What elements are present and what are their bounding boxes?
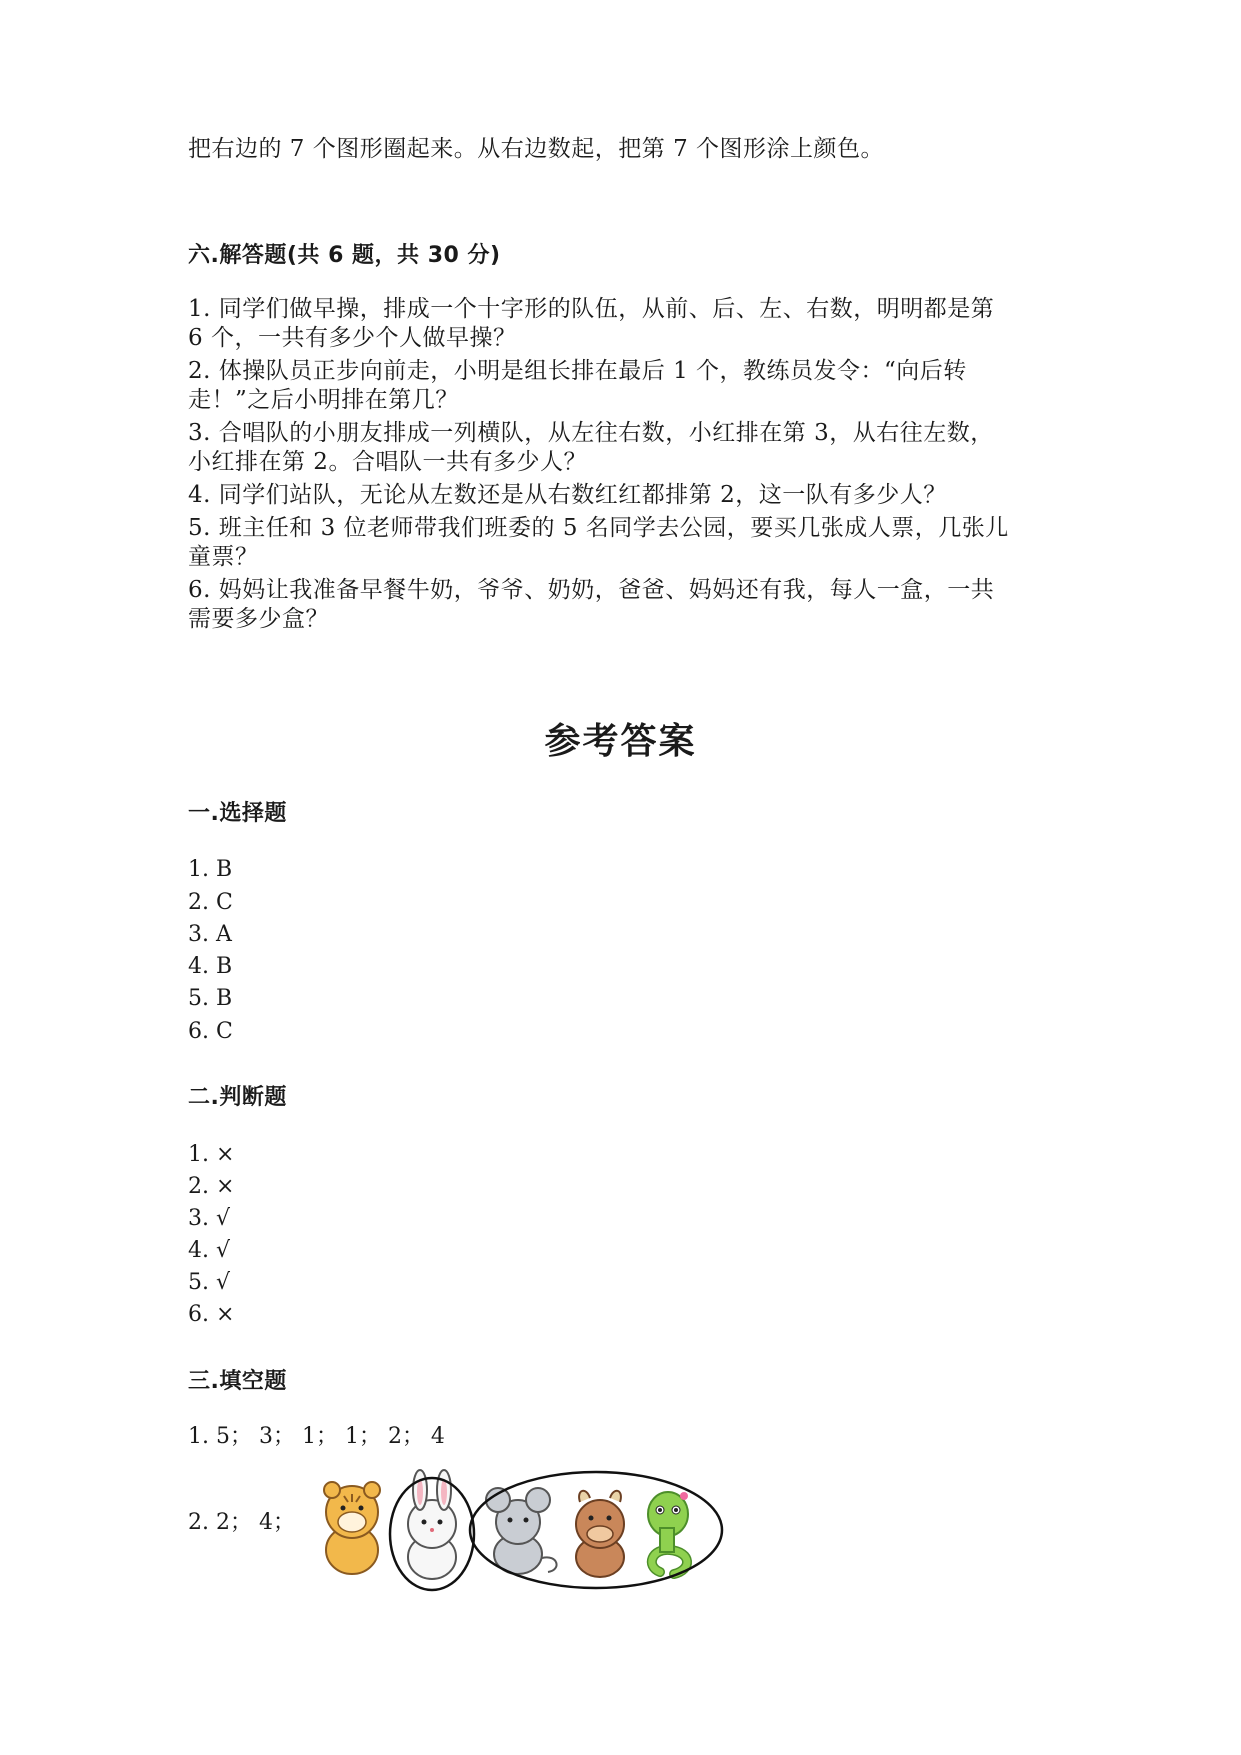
- part3-answer-2: 2. 2； 4；: [188, 1510, 295, 1535]
- rabbit-icon: [408, 1470, 456, 1579]
- question-6-line-2: 需要多少盒？: [188, 606, 329, 632]
- part1-answer: 6. C: [188, 1019, 233, 1044]
- part2-answer: 1. ×: [188, 1142, 235, 1167]
- zodiac-animals-illustration: [300, 1462, 780, 1592]
- part1-heading: 一.选择题: [188, 801, 287, 826]
- question-1-line-2: 6 个，一共有多少个人做早操？: [188, 325, 517, 351]
- part2-heading: 二.判断题: [188, 1085, 287, 1110]
- question-5-line-2: 童票？: [188, 544, 259, 570]
- question-3-line-1: 3. 合唱队的小朋友排成一列横队，从左往右数，小红排在第 3，从右往左数，: [188, 420, 994, 446]
- section6-heading: 六.解答题(共 6 题，共 30 分): [188, 243, 501, 268]
- question-2-line-2: 走！”之后小明排在第几？: [188, 387, 459, 413]
- answer-title: 参考答案: [544, 721, 697, 762]
- part1-answer: 4. B: [188, 954, 233, 979]
- question-3-line-2: 小红排在第 2。合唱队一共有多少人？: [188, 449, 587, 475]
- part2-answer: 2. ×: [188, 1174, 235, 1199]
- intro-line: 把右边的 7 个图形圈起来。从右边数起，把第 7 个图形涂上颜色。: [188, 136, 885, 162]
- part1-answer: 3. A: [188, 922, 232, 947]
- question-4-line-1: 4. 同学们站队，无论从左数还是从右数红红都排第 2，这一队有多少人？: [188, 482, 947, 508]
- tiger-icon: [324, 1482, 380, 1574]
- part3-heading: 三.填空题: [188, 1369, 287, 1394]
- part2-answer: 4. √: [188, 1238, 231, 1263]
- snake-icon: [648, 1492, 688, 1574]
- question-6-line-1: 6. 妈妈让我准备早餐牛奶，爷爷、奶奶，爸爸、妈妈还有我，每人一盒，一共: [188, 577, 995, 603]
- part2-answer: 5. √: [188, 1270, 231, 1295]
- part2-answer: 3. √: [188, 1206, 231, 1231]
- part1-answer: 5. B: [188, 986, 233, 1011]
- question-5-line-1: 5. 班主任和 3 位老师带我们班委的 5 名同学去公园，要买几张成人票，几张儿: [188, 515, 1009, 541]
- question-1-line-1: 1. 同学们做早操，排成一个十字形的队伍，从前、后、左、右数，明明都是第: [188, 296, 995, 322]
- part3-answer-1: 1. 5； 3； 1； 1； 2； 4: [188, 1424, 445, 1449]
- part1-answer: 2. C: [188, 890, 233, 915]
- question-2-line-1: 2. 体操队员正步向前走，小明是组长排在最后 1 个，教练员发令：“向后转: [188, 358, 967, 384]
- part1-answer: 1. B: [188, 857, 233, 882]
- part2-answer: 6. ×: [188, 1302, 235, 1327]
- mouse-icon: [486, 1488, 557, 1574]
- ox-icon: [576, 1491, 624, 1577]
